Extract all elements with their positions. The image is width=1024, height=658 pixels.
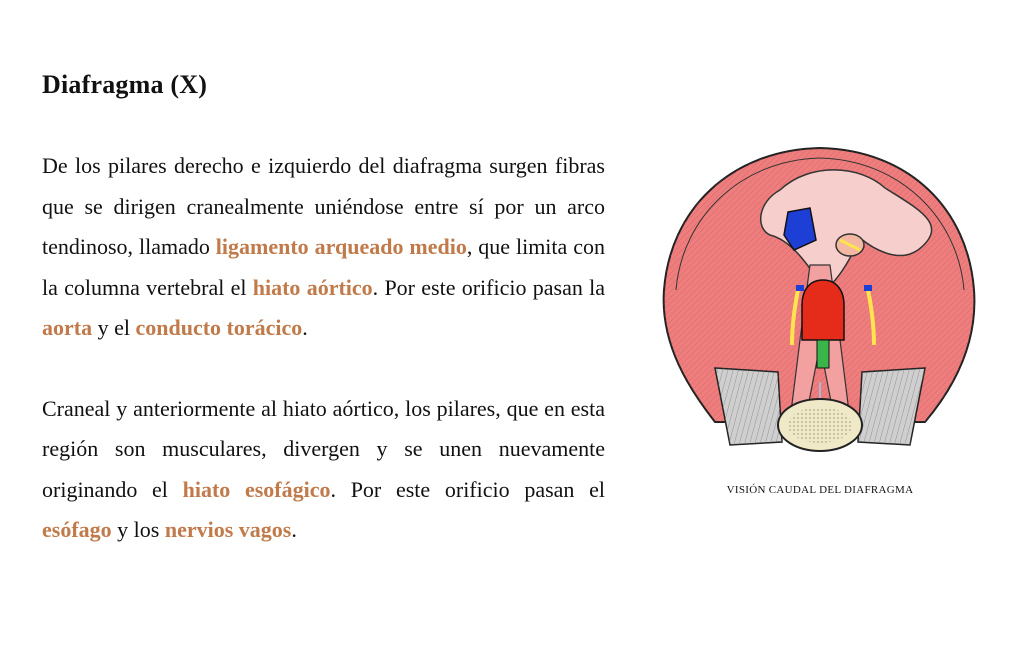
- text-run: . Por este orificio pasan la: [372, 274, 605, 300]
- text-run: .: [291, 517, 297, 542]
- term-hiato-esofagico[interactable]: hiato esofágico: [182, 476, 331, 502]
- term-aorta[interactable]: aorta: [42, 315, 93, 340]
- term-conducto-toracico[interactable]: conducto torácico: [135, 315, 303, 340]
- paragraph-esophageal-hiatus: [42, 389, 605, 551]
- text-run: y los: [111, 517, 165, 542]
- thoracic-duct: [817, 340, 829, 368]
- diaphragm-figure: [660, 140, 980, 496]
- term-ligamento-arqueado-medio[interactable]: ligamento arqueado medio: [215, 234, 467, 259]
- term-hiato-aortico[interactable]: hiato aórtico: [252, 274, 373, 300]
- paragraph-aortic-hiatus: [42, 146, 605, 349]
- text-run: De los pilares derecho e izquierdo del diafragma surgen fibras que se dirigen cranealmente uniéndose entre sí por un arco tendinoso, llamado: [42, 153, 605, 259]
- page-title: Diafragma (X): [42, 70, 208, 99]
- text-run: . Por este orificio pasan el: [330, 476, 605, 502]
- aorta: [802, 280, 844, 340]
- body-text: [42, 146, 605, 591]
- text-run: y el: [92, 315, 136, 340]
- figure-caption: VISIÓN CAUDAL DEL DIAFRAGMA: [726, 484, 914, 496]
- term-esofago[interactable]: esófago: [42, 517, 112, 542]
- text-run: Craneal y anteriormente al hiato aórtico, los pilares, que en esta región son musculares, divergen y se unen nuevamente originando el: [42, 395, 605, 502]
- diaphragm-illustration: [660, 140, 980, 460]
- term-nervios-vagos[interactable]: nervios vagos: [164, 517, 292, 542]
- text-run: , que limita con la columna vertebral el: [42, 234, 605, 300]
- text-run: .: [302, 315, 308, 340]
